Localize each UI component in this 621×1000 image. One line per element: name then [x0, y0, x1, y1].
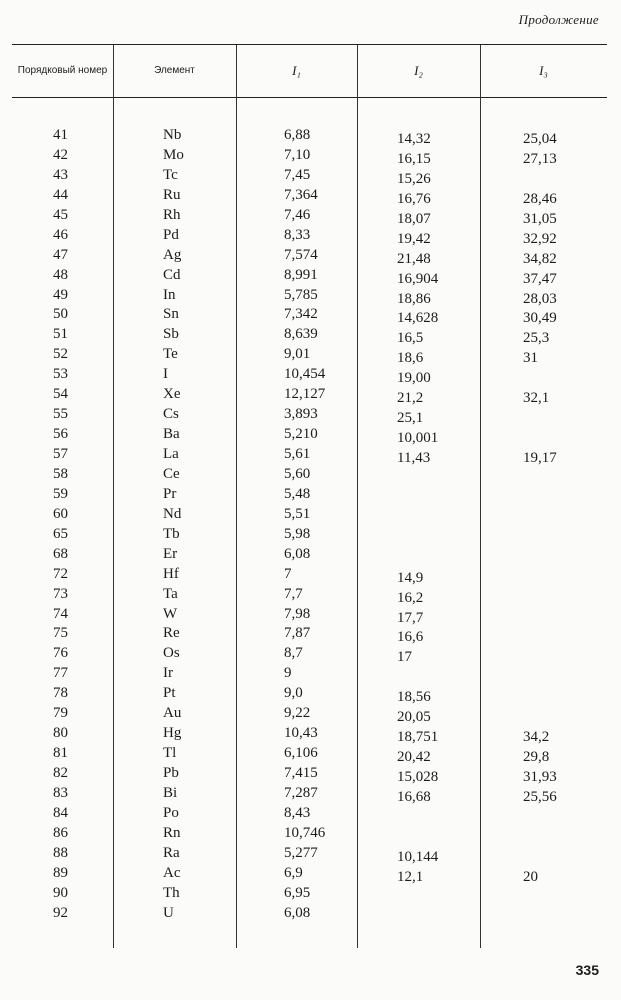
atomic-number: 50	[53, 306, 68, 323]
ionization-i2: 12,1	[397, 868, 424, 885]
ionization-i3: 25,56	[523, 788, 557, 805]
atomic-number: 75	[53, 625, 68, 642]
element-symbol: Te	[163, 346, 178, 363]
atomic-number: 79	[53, 705, 68, 722]
ionization-i3: 30,49	[523, 310, 557, 327]
ionization-i2: 17	[397, 649, 412, 666]
atomic-number: 73	[53, 585, 68, 602]
ionization-i1: 5,277	[284, 844, 318, 861]
table-row	[0, 325, 621, 345]
table-row	[0, 246, 621, 266]
ionization-i2: 14,32	[397, 131, 431, 147]
element-symbol: Tb	[163, 525, 180, 542]
ionization-i3: 19,17	[523, 450, 557, 466]
element-symbol: Ba	[163, 426, 180, 443]
ionization-i2: 20,42	[397, 749, 431, 766]
table-row	[0, 186, 621, 206]
atomic-number: 82	[53, 765, 68, 781]
ionization-i3: 32,92	[523, 230, 557, 247]
table-row	[0, 744, 621, 764]
table-row	[0, 505, 621, 525]
ionization-i1: 7,342	[284, 306, 318, 323]
atomic-number: 41	[53, 127, 68, 143]
table-row	[0, 904, 621, 924]
table-row	[0, 485, 621, 505]
atomic-number: 83	[53, 784, 68, 801]
atomic-number: 60	[53, 505, 68, 522]
table-body	[0, 126, 621, 924]
ionization-i2: 11,43	[397, 450, 431, 466]
element-symbol: Hg	[163, 725, 182, 742]
atomic-number: 45	[53, 206, 68, 223]
ionization-i1: 7,46	[284, 206, 311, 223]
table-row	[0, 605, 621, 625]
element-symbol: Rh	[163, 206, 181, 223]
ionization-i1: 7,287	[284, 784, 318, 801]
atomic-number: 65	[53, 525, 68, 542]
atomic-number: 54	[53, 386, 68, 403]
element-symbol: Er	[163, 545, 178, 562]
table-row	[0, 864, 621, 884]
table-row	[0, 724, 621, 744]
element-symbol: Os	[163, 645, 180, 662]
table-row	[0, 525, 621, 545]
table-row	[0, 824, 621, 844]
ionization-i2: 16,5	[397, 330, 424, 347]
table-row	[0, 146, 621, 166]
ionization-i2: 16,904	[397, 270, 439, 287]
element-symbol: Cs	[163, 406, 179, 423]
ionization-i1: 7,45	[284, 166, 311, 183]
ionization-i2: 10,001	[397, 430, 439, 447]
ionization-i1: 7	[284, 565, 292, 582]
ionization-i3: 20	[523, 868, 538, 885]
ionization-i1: 5,210	[284, 426, 318, 443]
ionization-i1: 5,785	[284, 286, 318, 303]
ionization-i1: 5,48	[284, 485, 311, 502]
ionization-i1: 10,746	[284, 824, 326, 841]
atomic-number: 55	[53, 406, 68, 423]
ionization-i2: 18,07	[397, 210, 431, 227]
header-number: Порядковый номер	[17, 65, 108, 76]
atomic-number: 43	[53, 166, 68, 183]
ionization-i1: 8,7	[284, 645, 303, 662]
atomic-number: 86	[53, 824, 68, 841]
element-symbol: Ce	[163, 465, 180, 482]
atomic-number: 92	[53, 904, 68, 921]
element-symbol: Tl	[163, 745, 177, 762]
table-row	[0, 784, 621, 804]
atomic-number: 59	[53, 485, 68, 502]
ionization-i3: 28,46	[523, 190, 557, 207]
element-symbol: Au	[163, 705, 182, 722]
ionization-i3: 28,03	[523, 290, 557, 307]
element-symbol: Pt	[163, 685, 176, 702]
header-i2: I₂	[414, 63, 423, 78]
atomic-number: 46	[53, 226, 68, 243]
element-symbol: Po	[163, 804, 179, 821]
table-row	[0, 385, 621, 405]
atomic-number: 78	[53, 685, 68, 702]
atomic-number: 90	[53, 884, 68, 901]
ionization-i2: 14,628	[397, 310, 439, 327]
atomic-number: 48	[53, 266, 68, 283]
atomic-number: 76	[53, 645, 68, 662]
element-symbol: W	[163, 605, 178, 622]
atomic-number: 58	[53, 465, 68, 482]
ionization-i1: 9,22	[284, 705, 311, 722]
ionization-i2: 16,68	[397, 788, 431, 805]
element-symbol: Ag	[163, 246, 182, 263]
ionization-i2: 16,15	[397, 150, 431, 167]
table-row	[0, 445, 621, 465]
ionization-i3: 31	[523, 350, 538, 367]
ionization-i2: 15,028	[397, 769, 439, 785]
ionization-i1: 6,08	[284, 904, 311, 921]
table-row	[0, 764, 621, 784]
element-symbol: I	[163, 366, 168, 383]
ionization-i2: 18,751	[397, 729, 439, 746]
ionization-i2: 19,42	[397, 230, 431, 247]
table-row	[0, 585, 621, 605]
ionization-i3: 34,82	[523, 250, 557, 267]
ionization-i3: 34,2	[523, 729, 550, 746]
page-number: 335	[575, 962, 599, 978]
atomic-number: 52	[53, 346, 68, 363]
ionization-i1: 12,127	[284, 386, 326, 403]
atomic-number: 81	[53, 745, 68, 762]
ionization-i1: 7,7	[284, 585, 303, 602]
ionization-i1: 6,9	[284, 864, 303, 881]
ionization-i2: 21,48	[397, 250, 431, 267]
atomic-number: 84	[53, 804, 68, 821]
atomic-number: 72	[53, 565, 68, 582]
ionization-i1: 5,61	[284, 446, 311, 462]
element-symbol: Ir	[163, 665, 173, 682]
atomic-number: 56	[53, 426, 68, 443]
ionization-i1: 7,87	[284, 625, 311, 642]
ionization-i2: 16,6	[397, 629, 424, 646]
ionization-i3: 29,8	[523, 749, 550, 766]
element-symbol: Re	[163, 625, 180, 642]
ionization-i2: 18,6	[397, 350, 424, 367]
ionization-i1: 10,43	[284, 725, 318, 742]
ionization-i3: 27,13	[523, 150, 557, 167]
element-symbol: Cd	[163, 266, 181, 283]
element-symbol: Ra	[163, 844, 180, 861]
ionization-i2: 10,144	[397, 848, 439, 865]
ionization-i1: 3,893	[284, 406, 318, 423]
element-symbol: Pr	[163, 485, 177, 502]
element-symbol: Ac	[163, 864, 181, 881]
header-i1: I₁	[292, 63, 301, 78]
ionization-i1: 6,08	[284, 545, 311, 562]
element-symbol: Ru	[163, 186, 181, 203]
element-symbol: Ta	[163, 585, 178, 602]
ionization-i1: 6,95	[284, 884, 311, 901]
element-symbol: U	[163, 904, 174, 921]
table-row	[0, 545, 621, 565]
table-row	[0, 804, 621, 824]
ionization-i1: 7,364	[284, 186, 318, 203]
ionization-i1: 7,415	[284, 765, 318, 781]
ionization-i2: 21,2	[397, 390, 424, 407]
ionization-i2: 16,76	[397, 190, 431, 207]
atomic-number: 42	[53, 146, 68, 163]
atomic-number: 49	[53, 286, 68, 303]
table-row	[0, 425, 621, 445]
table-row	[0, 465, 621, 485]
ionization-i3: 32,1	[523, 390, 550, 407]
atomic-number: 68	[53, 545, 68, 562]
atomic-number: 51	[53, 326, 68, 343]
table-row	[0, 405, 621, 425]
ionization-i2: 19,00	[397, 370, 431, 387]
ionization-i1: 7,98	[284, 605, 311, 622]
element-symbol: Tc	[163, 166, 178, 183]
table-row	[0, 345, 621, 365]
element-symbol: Pd	[163, 226, 179, 243]
header-bottom-rule	[12, 97, 607, 98]
ionization-i1: 9,01	[284, 346, 311, 363]
ionization-i1: 9	[284, 665, 292, 682]
table-row	[0, 365, 621, 385]
ionization-i2: 16,2	[397, 589, 424, 606]
ionization-i2: 20,05	[397, 709, 431, 726]
table-row	[0, 664, 621, 684]
atomic-number: 77	[53, 665, 68, 682]
table-row	[0, 226, 621, 246]
element-symbol: Sb	[163, 326, 179, 343]
ionization-i2: 18,86	[397, 290, 431, 307]
element-symbol: Nd	[163, 505, 182, 522]
ionization-i1: 6,88	[284, 127, 311, 143]
element-symbol: Nb	[163, 127, 182, 143]
table-row	[0, 166, 621, 186]
atomic-number: 80	[53, 725, 68, 742]
ionization-i1: 9,0	[284, 685, 303, 702]
ionization-i2: 15,26	[397, 170, 431, 187]
table-row	[0, 684, 621, 704]
atomic-number: 44	[53, 186, 68, 203]
ionization-i3: 25,04	[523, 131, 557, 147]
table-row	[0, 305, 621, 325]
ionization-i3: 31,93	[523, 769, 557, 785]
ionization-i1: 6,106	[284, 745, 318, 762]
header-i3: I₃	[539, 63, 548, 78]
atomic-number: 53	[53, 366, 68, 383]
table-row	[0, 266, 621, 286]
element-symbol: In	[163, 286, 176, 303]
element-symbol: Pb	[163, 765, 179, 781]
ionization-i1: 7,10	[284, 146, 311, 163]
element-symbol: La	[163, 446, 179, 462]
ionization-i1: 7,574	[284, 246, 318, 263]
ionization-i2: 25,1	[397, 410, 424, 427]
element-symbol: Th	[163, 884, 180, 901]
ionization-i3: 25,3	[523, 330, 550, 347]
table-row	[0, 624, 621, 644]
ionization-i1: 10,454	[284, 366, 326, 383]
header-element: Элемент	[154, 65, 195, 76]
table-row	[0, 844, 621, 864]
ionization-i1: 8,43	[284, 804, 311, 821]
atomic-number: 74	[53, 605, 68, 622]
ionization-i3: 37,47	[523, 270, 557, 287]
element-symbol: Mo	[163, 146, 184, 163]
table-row	[0, 206, 621, 226]
ionization-i2: 18,56	[397, 689, 431, 706]
ionization-i2: 14,9	[397, 569, 424, 586]
ionization-i1: 8,33	[284, 226, 311, 243]
table-row	[0, 884, 621, 904]
atomic-number: 57	[53, 446, 68, 462]
table-row	[0, 286, 621, 306]
element-symbol: Hf	[163, 565, 179, 582]
element-symbol: Bi	[163, 784, 178, 801]
table-row	[0, 644, 621, 664]
element-symbol: Xe	[163, 386, 181, 403]
continued-caption: Продолжение	[518, 12, 599, 27]
atomic-number: 47	[53, 246, 68, 263]
ionization-i2: 17,7	[397, 609, 424, 626]
ionization-i3: 31,05	[523, 210, 557, 227]
atomic-number: 88	[53, 844, 68, 861]
table-row	[0, 704, 621, 724]
ionization-i1: 5,51	[284, 505, 311, 522]
ionization-i1: 8,991	[284, 266, 318, 283]
table-row	[0, 126, 621, 146]
ionization-i1: 8,639	[284, 326, 318, 343]
element-symbol: Sn	[163, 306, 179, 323]
ionization-i1: 5,98	[284, 525, 311, 542]
ionization-i1: 5,60	[284, 465, 311, 482]
atomic-number: 89	[53, 864, 68, 881]
element-symbol: Rn	[163, 824, 181, 841]
table-row	[0, 565, 621, 585]
